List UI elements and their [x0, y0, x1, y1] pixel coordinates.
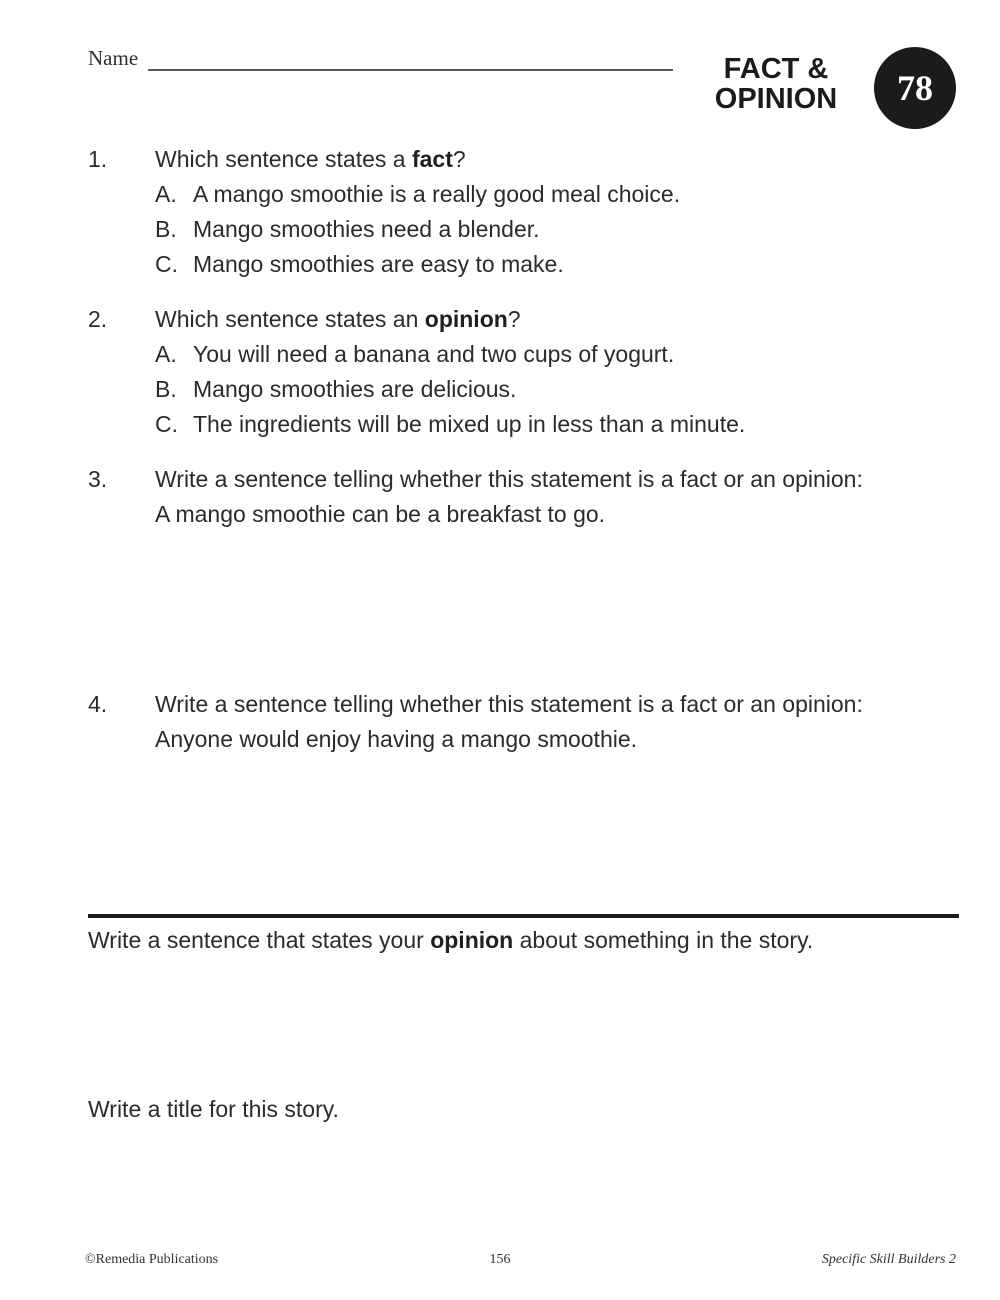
question-2-number: 2. [88, 306, 108, 332]
page-title [688, 54, 864, 114]
option-letter: B. [155, 216, 177, 242]
opinion-writing-prompt [88, 923, 960, 958]
question-1-number: 1. [88, 146, 108, 172]
question-3-number: 3. [88, 466, 108, 492]
question-1-prompt-prefix: Which sentence states a [155, 146, 412, 172]
question-1-option-c [155, 247, 960, 282]
worksheet-number-badge [874, 47, 956, 129]
question-1 [88, 142, 960, 282]
footer-page-number: 156 [489, 1252, 511, 1267]
option-text: A mango smoothie is a really good meal choice. [193, 181, 681, 207]
question-2-option-b [155, 372, 960, 407]
option-letter: C. [155, 411, 178, 437]
question-1-prompt-suffix: ? [452, 146, 466, 172]
option-text: Mango smoothies are easy to make. [193, 251, 564, 277]
question-2-option-a [155, 337, 960, 372]
opinion-prompt-prefix: Write a sentence that states your [88, 927, 431, 953]
question-2-prompt-prefix: Which sentence states an [155, 306, 425, 332]
question-2-prompt-suffix: ? [507, 306, 521, 332]
opinion-prompt-suffix: about something in the story. [513, 927, 814, 953]
page-title-line2: OPINION [714, 83, 838, 115]
option-text: You will need a banana and two cups of yogurt. [193, 341, 675, 367]
option-text: Mango smoothies need a blender. [193, 216, 540, 242]
question-3 [88, 462, 960, 532]
question-1-option-b [155, 212, 960, 247]
page-title-line1: FACT & [723, 53, 829, 85]
question-2 [88, 302, 960, 442]
opinion-prompt-bold: opinion [430, 927, 514, 953]
option-letter: C. [155, 251, 178, 277]
question-4-prompt-line1: Write a sentence telling whether this statement is a fact or an opinion: [155, 691, 863, 717]
name-fill-in-line[interactable] [148, 47, 673, 71]
option-text: Mango smoothies are delicious. [193, 376, 517, 402]
question-1-prompt-bold: fact [411, 146, 453, 172]
title-writing-prompt: Write a title for this story. [88, 1096, 339, 1122]
name-row [88, 46, 673, 71]
option-letter: B. [155, 376, 177, 402]
question-4-number: 4. [88, 691, 108, 717]
question-1-option-a [155, 177, 960, 212]
footer-series-title: Specific Skill Builders 2 [821, 1252, 956, 1267]
option-letter: A. [155, 181, 177, 207]
question-4-prompt-line2: Anyone would enjoy having a mango smoothie. [155, 726, 638, 752]
option-letter: A. [155, 341, 177, 367]
question-3-prompt-line2: A mango smoothie can be a breakfast to go. [155, 501, 606, 527]
section-divider [88, 914, 959, 918]
question-2-prompt [155, 302, 960, 337]
option-text: The ingredients will be mixed up in less than a minute. [193, 411, 746, 437]
question-1-prompt [155, 142, 960, 177]
question-4 [88, 687, 960, 757]
question-3-prompt-line1: Write a sentence telling whether this statement is a fact or an opinion: [155, 466, 863, 492]
worksheet-number: 78 [897, 68, 933, 108]
name-label: Name [88, 46, 139, 70]
question-2-prompt-bold: opinion [424, 306, 508, 332]
question-2-option-c [155, 407, 960, 442]
footer-publisher: ©Remedia Publications [85, 1252, 219, 1267]
